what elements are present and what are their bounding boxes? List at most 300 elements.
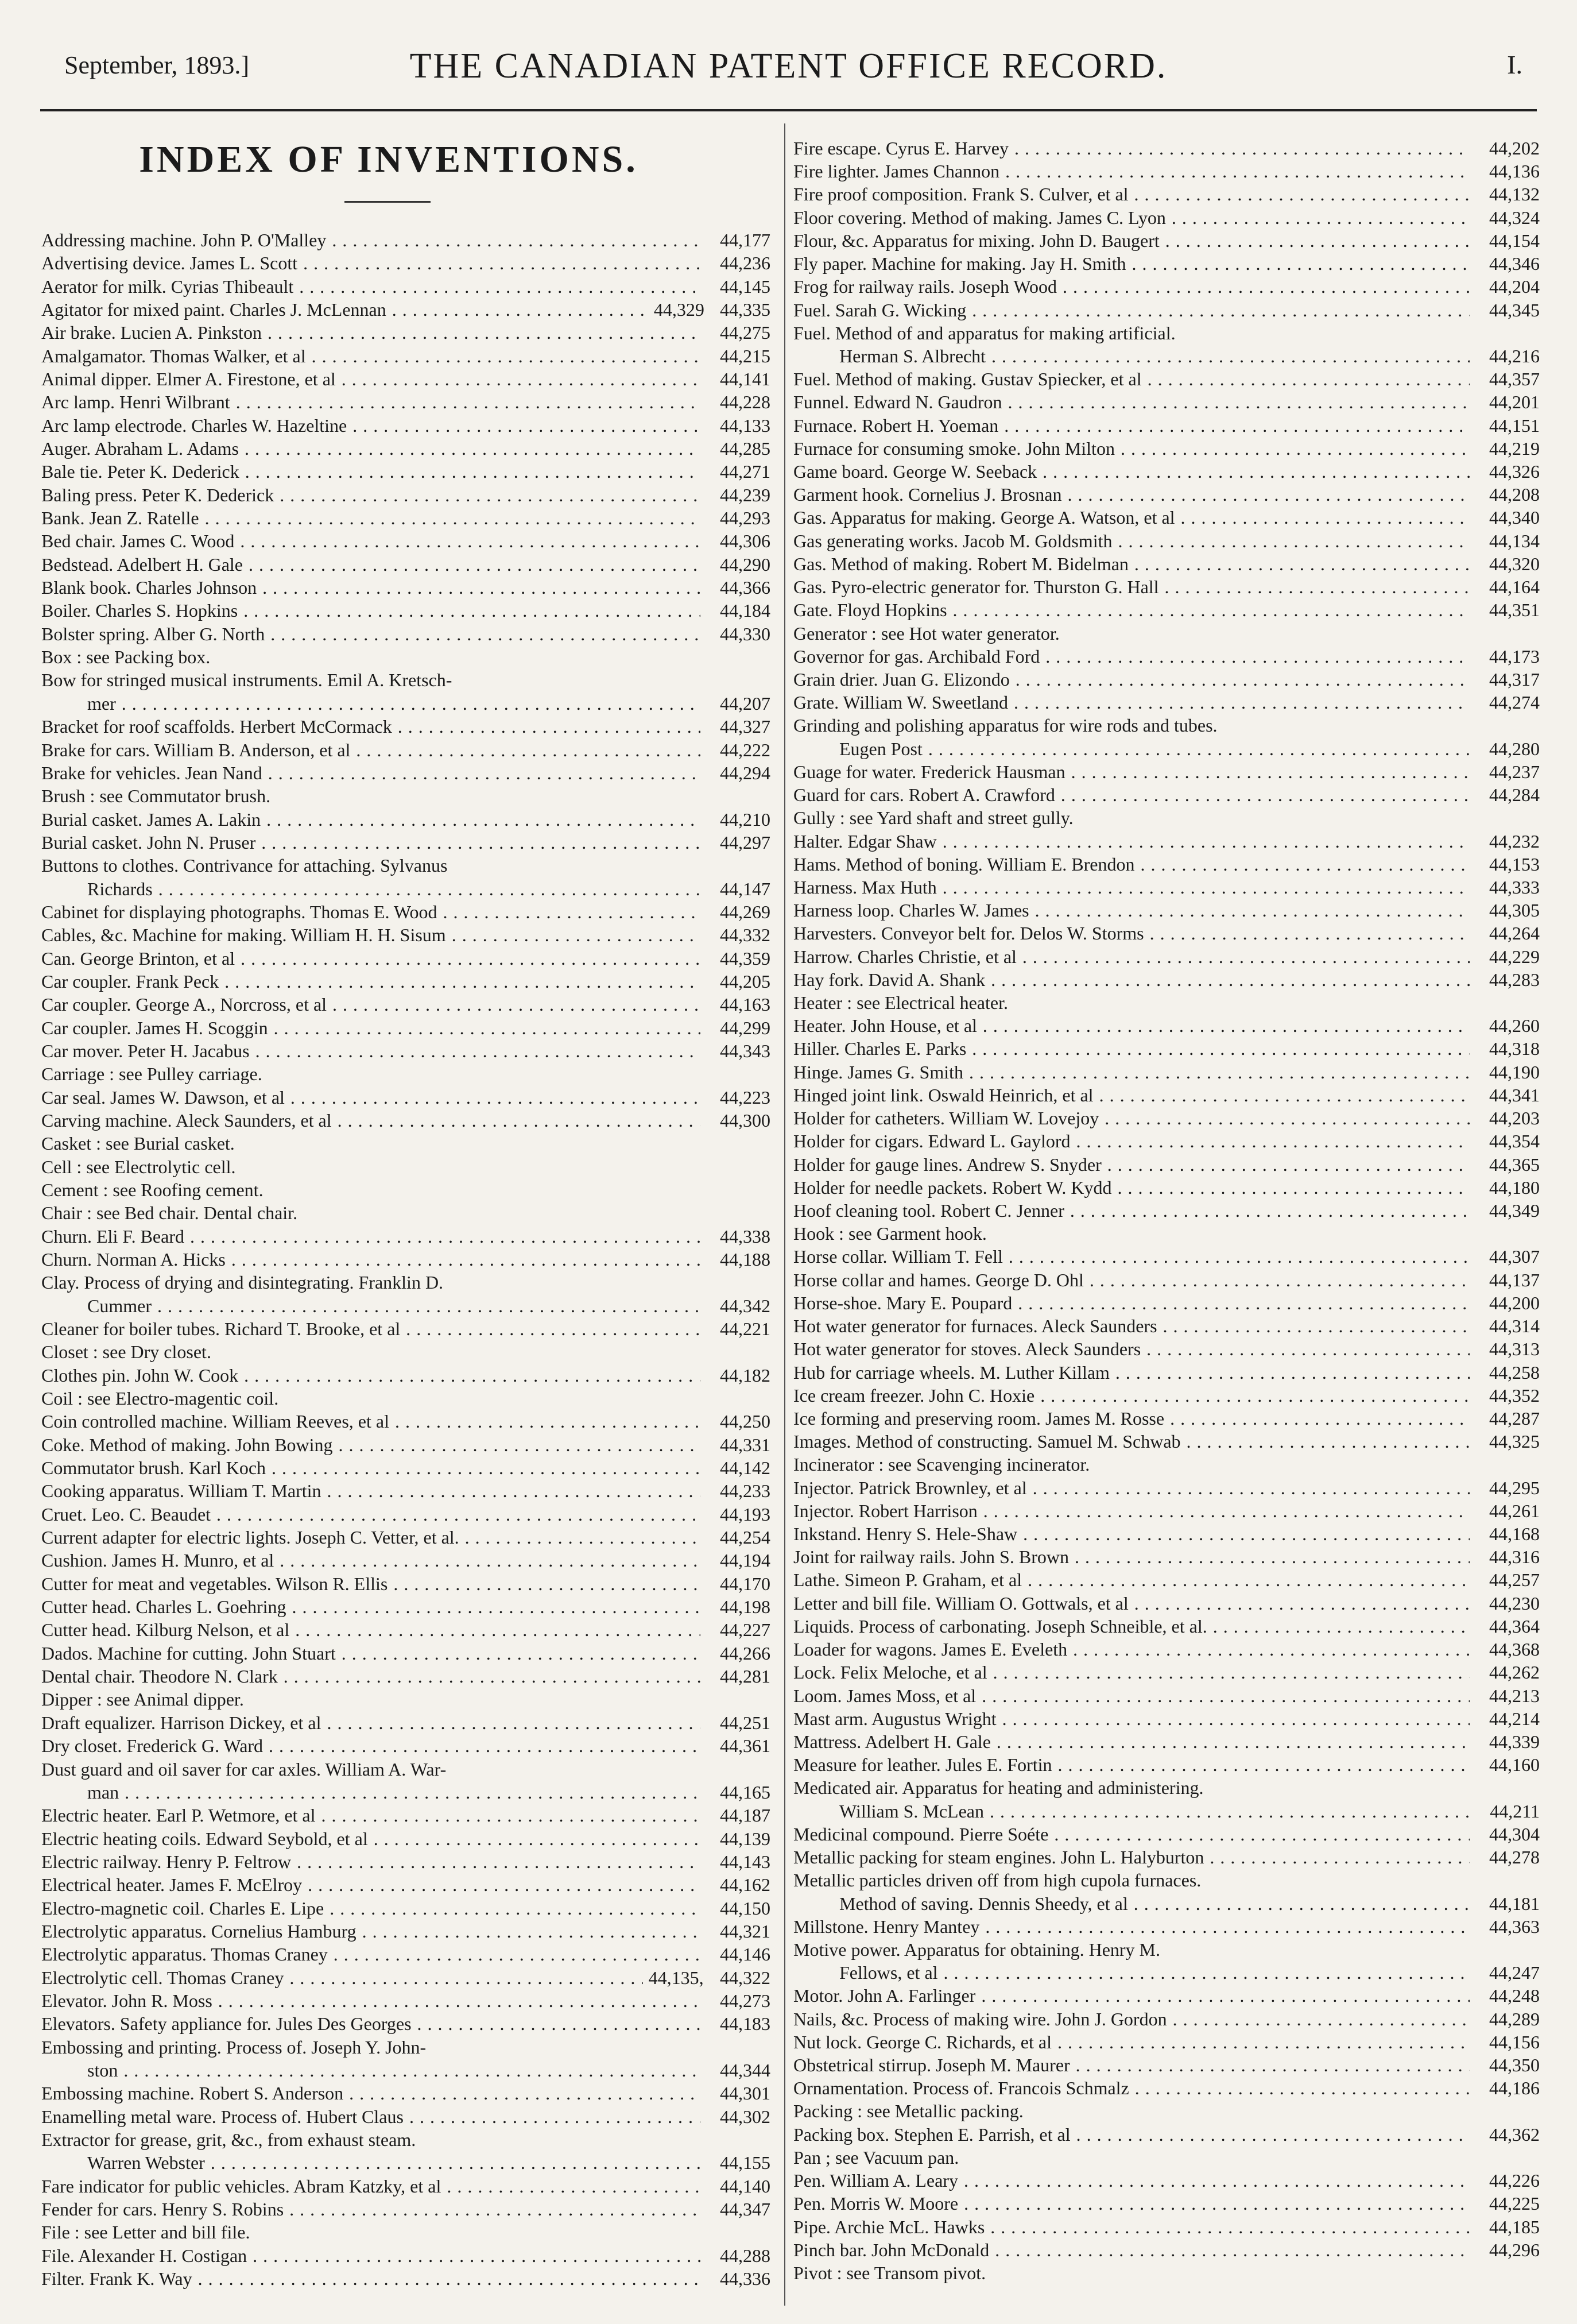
dot-leader xyxy=(297,1852,700,1872)
patent-number: 44,198 xyxy=(720,1596,770,1618)
entry-text: Cutter head. Kilburg Nelson, et al xyxy=(41,1619,290,1641)
entry-text: Injector. Robert Harrison xyxy=(793,1500,978,1521)
entry-text: Current adapter for electric lights. Joseph C. Vetter, et al. xyxy=(41,1527,459,1548)
index-entry xyxy=(41,1250,770,1270)
entry-text: Obstetrical stirrup. Joseph M. Maurer xyxy=(793,2055,1070,2076)
dot-leader xyxy=(1033,1478,1470,1498)
index-entry xyxy=(41,1018,770,1038)
dot-leader xyxy=(395,1412,700,1432)
entry-text: mer xyxy=(87,693,116,714)
dot-leader xyxy=(224,972,700,992)
dot-leader xyxy=(991,346,1470,366)
entry-text: Gate. Floyd Hopkins xyxy=(793,600,947,621)
patent-number: 44,208 xyxy=(1489,484,1540,505)
section-title: INDEX OF INVENTIONS. xyxy=(139,138,638,180)
patent-number: 44,335 xyxy=(720,299,770,320)
dot-leader xyxy=(443,902,701,922)
index-entry xyxy=(793,416,1540,436)
patent-number: 44,151 xyxy=(1489,415,1540,436)
index-entry xyxy=(793,231,1540,251)
patent-number: 44,227 xyxy=(720,1619,770,1641)
dot-leader xyxy=(1172,208,1470,228)
entry-text: Garment hook. Cornelius J. Brosnan xyxy=(793,484,1062,505)
patent-number: 44,194 xyxy=(720,1550,770,1571)
dot-leader xyxy=(231,1250,700,1270)
entry-text: Loader for wagons. James E. Eveleth xyxy=(793,1639,1068,1660)
index-entry xyxy=(793,1524,1540,1544)
dot-leader xyxy=(1016,670,1470,690)
entry-text: Ornamentation. Process of. Francois Schmalz xyxy=(793,2078,1129,2099)
patent-number: 44,336 xyxy=(720,2268,770,2289)
dot-leader xyxy=(1181,508,1470,528)
patent-number: 44,258 xyxy=(1489,1362,1540,1383)
entry-text: Hinge. James G. Smith xyxy=(793,1061,963,1082)
dot-leader xyxy=(1058,1755,1470,1775)
entry-text: Hams. Method of boning. William E. Brendon xyxy=(793,853,1135,875)
index-entry xyxy=(793,1686,1540,1706)
index-entry xyxy=(41,2014,770,2034)
index-entry xyxy=(793,785,1540,805)
patent-number: 44,281 xyxy=(720,1666,770,1687)
index-entry xyxy=(793,1339,1540,1359)
entry-text: Filter. Frank K. Way xyxy=(41,2268,192,2289)
patent-number: 44,237 xyxy=(1489,761,1540,782)
patent-number: 44,145 xyxy=(720,276,770,297)
dot-leader xyxy=(244,1366,700,1386)
index-entry xyxy=(793,1709,1540,1729)
dot-leader xyxy=(1035,900,1470,921)
dot-leader xyxy=(268,323,700,343)
issue-date: September, 1893.] xyxy=(64,51,250,79)
patent-number: 44,190 xyxy=(1489,1061,1540,1082)
dot-leader xyxy=(1005,161,1470,181)
patent-number: 44,304 xyxy=(1489,1823,1540,1844)
index-entry xyxy=(41,1597,770,1617)
title-rule xyxy=(344,201,431,203)
entry-text: Arc lamp. Henri Wilbrant xyxy=(41,392,230,413)
entry-text: Embossing machine. Robert S. Anderson xyxy=(41,2083,344,2104)
patent-number: 44,364 xyxy=(1489,1615,1540,1637)
dot-leader xyxy=(1115,1363,1470,1383)
index-entry xyxy=(41,1713,770,1733)
dot-leader xyxy=(1118,531,1470,551)
entry-text: Brake for cars. William B. Anderson, et al xyxy=(41,739,351,760)
entry-text: Medicated air. Apparatus for heating and administering. xyxy=(793,1777,1204,1799)
entry-text: Fire lighter. James Channon xyxy=(793,161,1000,182)
patent-number: 44,344 xyxy=(720,2059,770,2081)
index-entry xyxy=(793,1894,1540,1914)
patent-number: 44,289 xyxy=(1489,2008,1540,2029)
patent-number: 44,154 xyxy=(1489,230,1540,251)
index-entry xyxy=(41,1180,770,1200)
index-entry xyxy=(793,900,1540,921)
entry-text: Auger. Abraham L. Adams xyxy=(41,438,239,459)
entry-text: Burial casket. John N. Pruser xyxy=(41,832,256,853)
entry-text: Mast arm. Augustus Wright xyxy=(793,1708,997,1729)
dot-leader xyxy=(1022,947,1470,967)
entry-text: Hay fork. David A. Shank xyxy=(793,969,986,990)
index-entry xyxy=(41,2153,770,2173)
dot-leader xyxy=(1014,138,1470,158)
patent-number: 44,213 xyxy=(1489,1685,1540,1706)
index-entry xyxy=(41,1505,770,1525)
dot-leader xyxy=(409,2107,700,2127)
index-entry xyxy=(41,949,770,969)
index-entry xyxy=(793,1386,1540,1406)
index-entry xyxy=(41,1968,770,1988)
patent-number: 44,186 xyxy=(1489,2078,1540,2099)
index-entry xyxy=(793,1062,1540,1082)
dot-leader xyxy=(972,300,1470,320)
extra-patent-number: 44,329 xyxy=(653,299,704,320)
index-entry xyxy=(41,740,770,760)
entry-text: Incinerator : see Scavenging incinerator. xyxy=(793,1454,1090,1475)
dot-leader xyxy=(241,949,700,969)
dot-leader xyxy=(245,462,700,482)
index-entry xyxy=(793,1801,1540,1822)
index-entry xyxy=(793,670,1540,690)
entry-text: Commutator brush. Karl Koch xyxy=(41,1457,266,1479)
patent-number: 44,341 xyxy=(1489,1084,1540,1105)
entry-text: Casket : see Burial casket. xyxy=(41,1133,235,1154)
patent-number: 44,287 xyxy=(1489,1407,1540,1429)
index-entry xyxy=(793,716,1540,736)
index-entry xyxy=(41,601,770,621)
dot-leader xyxy=(1057,2032,1470,2052)
index-entry xyxy=(793,439,1540,459)
dot-leader xyxy=(1018,1293,1470,1313)
dot-leader xyxy=(342,369,700,389)
index-entry xyxy=(793,808,1540,828)
patent-number: 44,223 xyxy=(720,1086,770,1108)
index-entry xyxy=(41,253,770,273)
entry-text: File : see Letter and bill file. xyxy=(41,2222,250,2243)
entry-text: Bed chair. James C. Wood xyxy=(41,531,235,552)
entry-text: Measure for leather. Jules E. Fortin xyxy=(793,1754,1052,1776)
patent-number: 44,343 xyxy=(720,1040,770,1061)
patent-number: 44,239 xyxy=(720,484,770,505)
index-entry xyxy=(793,254,1540,274)
patent-number: 44,221 xyxy=(720,1318,770,1340)
index-entry xyxy=(793,1039,1540,1059)
index-entry xyxy=(41,902,770,922)
dot-leader xyxy=(969,1062,1470,1082)
index-entry xyxy=(793,508,1540,528)
entry-text: Cell : see Electrolytic cell. xyxy=(41,1156,236,1177)
patent-number: 44,346 xyxy=(1489,253,1540,274)
patent-number: 44,290 xyxy=(720,554,770,575)
patent-number: 44,275 xyxy=(720,322,770,343)
entry-text: Metallic particles driven off from high cupola furnaces. xyxy=(793,1870,1202,1891)
index-entry xyxy=(41,2176,770,2197)
index-entry xyxy=(41,2107,770,2127)
dot-leader xyxy=(236,392,700,412)
index-entry xyxy=(793,693,1540,713)
entry-text: Blank book. Charles Johnson xyxy=(41,577,257,598)
patent-number: 44,185 xyxy=(1489,2216,1540,2237)
entry-text: Fire escape. Cyrus E. Harvey xyxy=(793,138,1009,158)
entry-text: Cutter head. Charles L. Goehring xyxy=(41,1596,286,1618)
entry-text: ston xyxy=(87,2059,118,2081)
entry-text: Motive power. Apparatus for obtaining. Henry M. xyxy=(793,1939,1160,1960)
patent-number: 44,305 xyxy=(1489,900,1540,921)
patent-number: 44,345 xyxy=(1489,299,1540,320)
index-entry xyxy=(41,1041,770,1061)
index-entry xyxy=(41,555,770,575)
patent-number: 44,313 xyxy=(1489,1339,1540,1360)
patent-number: 44,141 xyxy=(720,369,770,390)
entry-text: Horse-shoe. Mary E. Poupard xyxy=(793,1292,1013,1313)
index-entry xyxy=(793,993,1540,1013)
entry-text: Clothes pin. John W. Cook xyxy=(41,1364,239,1386)
patent-number: 44,140 xyxy=(720,2175,770,2197)
dot-leader xyxy=(398,717,700,737)
index-entry xyxy=(793,208,1540,228)
index-entry xyxy=(41,786,770,806)
entry-text: Buttons to clothes. Contrivance for attaching. Sylvanus xyxy=(41,855,448,876)
dot-leader xyxy=(943,877,1470,898)
dot-leader xyxy=(295,1620,700,1640)
index-entry xyxy=(41,1227,770,1247)
dot-leader xyxy=(991,970,1470,990)
dot-leader xyxy=(417,2014,700,2034)
index-entry xyxy=(793,1662,1540,1683)
patent-number: 44,232 xyxy=(1489,830,1540,852)
index-entry xyxy=(41,2130,770,2150)
dot-leader xyxy=(332,995,700,1015)
entry-text: Electrical heater. James F. McElroy xyxy=(41,1874,303,1896)
entry-text: Dry closet. Frederick G. Ward xyxy=(41,1735,264,1757)
entry-text: Medicinal compound. Pierre Soéte xyxy=(793,1823,1049,1844)
entry-text: Burial casket. James A. Lakin xyxy=(41,809,261,830)
index-entry xyxy=(793,1778,1540,1798)
index-entry xyxy=(41,694,770,714)
index-entry xyxy=(41,1064,770,1084)
patent-number: 44,333 xyxy=(1489,876,1540,898)
patent-number: 44,257 xyxy=(1489,1569,1540,1591)
patent-number: 44,254 xyxy=(720,1527,770,1548)
dot-leader xyxy=(1105,1108,1470,1128)
entry-text: Lock. Felix Meloche, et al xyxy=(793,1662,987,1683)
dot-leader xyxy=(262,578,700,598)
entry-text: Car mover. Peter H. Jacabus xyxy=(41,1040,250,1061)
patent-number: 44,210 xyxy=(720,809,770,830)
dot-leader xyxy=(1134,184,1470,204)
dot-leader xyxy=(1008,392,1470,412)
index-entry xyxy=(793,2078,1540,2098)
patent-number: 44,134 xyxy=(1489,530,1540,551)
index-entry xyxy=(793,2240,1540,2260)
index-entry xyxy=(41,1666,770,1687)
entry-text: Cables, &c. Machine for making. William H. H. Sisum xyxy=(41,925,446,946)
entry-text: Churn. Eli F. Beard xyxy=(41,1225,184,1247)
patent-number: 44,354 xyxy=(1489,1131,1540,1152)
dot-leader xyxy=(1163,1316,1470,1336)
index-entry xyxy=(41,578,770,598)
entry-text: Draft equalizer. Harrison Dickey, et al xyxy=(41,1712,321,1733)
index-entry xyxy=(41,1157,770,1177)
entry-text: Hoof cleaning tool. Robert C. Jenner xyxy=(793,1200,1064,1221)
entry-text: Gas. Method of making. Robert M. Bidelman xyxy=(793,553,1129,574)
patent-number: 44,181 xyxy=(1489,1893,1540,1914)
entry-text: Pipe. Archie McL. Hawks xyxy=(793,2216,985,2237)
entry-text: Liquids. Process of carbonating. Joseph Schneible, et al. xyxy=(793,1615,1207,1637)
entry-text: Images. Method of constructing. Samuel M. Schwab xyxy=(793,1431,1181,1452)
dot-leader xyxy=(983,1501,1470,1521)
entry-text: Cooking apparatus. William T. Martin xyxy=(41,1480,321,1502)
index-entry xyxy=(793,2032,1540,2052)
dot-leader xyxy=(1210,1847,1470,1867)
dot-leader xyxy=(1061,785,1470,805)
entry-text: Electrolytic apparatus. Thomas Craney xyxy=(41,1944,328,1965)
entry-text: Pivot : see Transom pivot. xyxy=(793,2263,986,2283)
index-entry xyxy=(41,1550,770,1571)
entry-text: Hub for carriage wheels. M. Luther Killam xyxy=(793,1362,1110,1383)
patent-number: 44,236 xyxy=(720,253,770,274)
patent-number: 44,306 xyxy=(720,531,770,552)
entry-text: Horse collar and hames. George D. Ohl xyxy=(793,1269,1084,1290)
dot-leader xyxy=(374,1829,700,1849)
dot-leader xyxy=(1118,1178,1470,1198)
index-entry xyxy=(41,1389,770,1409)
index-entry xyxy=(793,1085,1540,1105)
entry-text: Bank. Jean Z. Ratelle xyxy=(41,508,199,529)
dot-leader xyxy=(964,2194,1470,2214)
dot-leader xyxy=(253,2246,700,2266)
dot-leader xyxy=(342,1644,700,1664)
index-entry xyxy=(41,508,770,528)
dot-leader xyxy=(249,555,700,575)
patent-number: 44,361 xyxy=(720,1735,770,1757)
index-entry xyxy=(41,1273,770,1293)
dot-leader xyxy=(216,1505,700,1525)
dot-leader xyxy=(1043,462,1470,482)
index-entry xyxy=(41,995,770,1015)
patent-number: 44,261 xyxy=(1489,1500,1540,1521)
entry-text: Coke. Method of making. John Bowing xyxy=(41,1434,333,1455)
dot-leader xyxy=(997,1732,1470,1752)
entry-text: Fire proof composition. Frank S. Culver, et al xyxy=(793,184,1129,205)
patent-number: 44,293 xyxy=(720,508,770,529)
patent-number: 44,229 xyxy=(1489,946,1540,967)
entry-text: Box : see Packing box. xyxy=(41,647,211,668)
dot-leader xyxy=(349,2083,700,2103)
entry-text: Cement : see Roofing cement. xyxy=(41,1179,264,1200)
dot-leader xyxy=(1063,277,1470,297)
dot-leader xyxy=(338,1111,700,1131)
entry-text: Hinged joint link. Oswald Heinrich, et al xyxy=(793,1084,1094,1105)
index-entry xyxy=(793,2148,1540,2168)
entry-text: Lathe. Simeon P. Graham, et al xyxy=(793,1569,1022,1591)
index-entry xyxy=(793,1478,1540,1498)
dot-leader xyxy=(928,739,1470,759)
index-entry xyxy=(41,1574,770,1594)
patent-number: 44,321 xyxy=(720,1920,770,1942)
dot-leader xyxy=(983,1016,1470,1036)
index-entry xyxy=(793,1131,1540,1151)
dot-leader xyxy=(1150,923,1470,943)
patent-number: 44,146 xyxy=(720,1944,770,1965)
entry-text: Heater : see Electrical heater. xyxy=(793,992,1008,1014)
index-entry xyxy=(793,647,1540,667)
index-entry xyxy=(793,2217,1540,2237)
entry-text: Joint for railway rails. John S. Brown xyxy=(793,1546,1069,1568)
entry-text: Governor for gas. Archibald Ford xyxy=(793,645,1040,667)
patent-number: 44,170 xyxy=(720,1573,770,1594)
dot-leader xyxy=(190,1227,700,1247)
dot-leader xyxy=(266,810,700,830)
entry-text: Fuel. Method of and apparatus for making artificial. xyxy=(793,322,1176,343)
patent-number: 44,350 xyxy=(1489,2055,1540,2076)
index-entry xyxy=(793,462,1540,482)
index-entry xyxy=(793,970,1540,990)
dot-leader xyxy=(243,601,700,621)
patent-number: 44,204 xyxy=(1489,276,1540,297)
patent-number: 44,352 xyxy=(1489,1385,1540,1406)
dot-leader xyxy=(1121,439,1470,459)
index-entry xyxy=(41,2083,770,2103)
entry-text: Electrolytic apparatus. Cornelius Hamburg xyxy=(41,1920,357,1942)
dot-leader xyxy=(245,439,700,459)
patent-number: 44,211 xyxy=(1490,1800,1540,1822)
index-entry xyxy=(41,670,770,690)
entry-text: Cushion. James H. Munro, et al xyxy=(41,1550,274,1571)
patent-number: 44,326 xyxy=(1489,461,1540,482)
entry-text: Cabinet for displaying photographs. Thomas E. Wood xyxy=(41,901,437,922)
patent-number: 44,177 xyxy=(720,230,770,250)
entry-text: Harvesters. Conveyor belt for. Delos W. Storms xyxy=(793,923,1144,944)
index-entry xyxy=(793,947,1540,967)
index-entry xyxy=(793,762,1540,782)
index-entry xyxy=(41,1689,770,1710)
dot-leader xyxy=(158,879,700,899)
patent-number: 44,184 xyxy=(720,600,770,621)
dot-leader xyxy=(289,2199,700,2219)
dot-leader xyxy=(1073,1639,1470,1660)
index-entry xyxy=(41,2060,770,2081)
entry-text: Hot water generator for stoves. Aleck Saunders xyxy=(793,1339,1141,1360)
index-entry xyxy=(41,1088,770,1108)
dot-leader xyxy=(280,485,700,505)
patent-number: 44,153 xyxy=(1489,853,1540,875)
patent-number: 44,368 xyxy=(1489,1639,1540,1660)
entry-text: Air brake. Lucien A. Pinkston xyxy=(41,322,262,343)
patent-number: 44,357 xyxy=(1489,369,1540,390)
entry-text: Furnace. Robert H. Yoeman xyxy=(793,415,999,436)
entry-text: Electro-magnetic coil. Charles E. Lipe xyxy=(41,1897,324,1919)
patent-number: 44,187 xyxy=(720,1805,770,1826)
dot-leader xyxy=(312,346,700,366)
entry-text: Millstone. Henry Mantey xyxy=(793,1916,980,1937)
index-entry xyxy=(793,832,1540,852)
entry-text: Fare indicator for public vehicles. Abram Katzky, et al xyxy=(41,2175,441,2197)
patent-number: 44,155 xyxy=(720,2152,770,2174)
dot-leader xyxy=(280,1550,700,1571)
entry-text: Closet : see Dry closet. xyxy=(41,1341,211,1363)
dot-leader xyxy=(1014,693,1470,713)
dot-leader xyxy=(218,1991,700,2011)
patent-number: 44,338 xyxy=(720,1225,770,1247)
patent-number: 44,207 xyxy=(720,693,770,714)
index-entry xyxy=(41,1898,770,1919)
entry-text: Holder for needle packets. Robert W. Kydd xyxy=(793,1177,1112,1198)
patent-number: 44,340 xyxy=(1489,507,1540,528)
index-entry xyxy=(793,739,1540,759)
dot-leader xyxy=(1023,1524,1470,1544)
dot-leader xyxy=(330,1898,700,1919)
entry-text: Fuel. Method of making. Gustav Spiecker, et al xyxy=(793,369,1142,390)
dot-leader xyxy=(255,1041,700,1061)
